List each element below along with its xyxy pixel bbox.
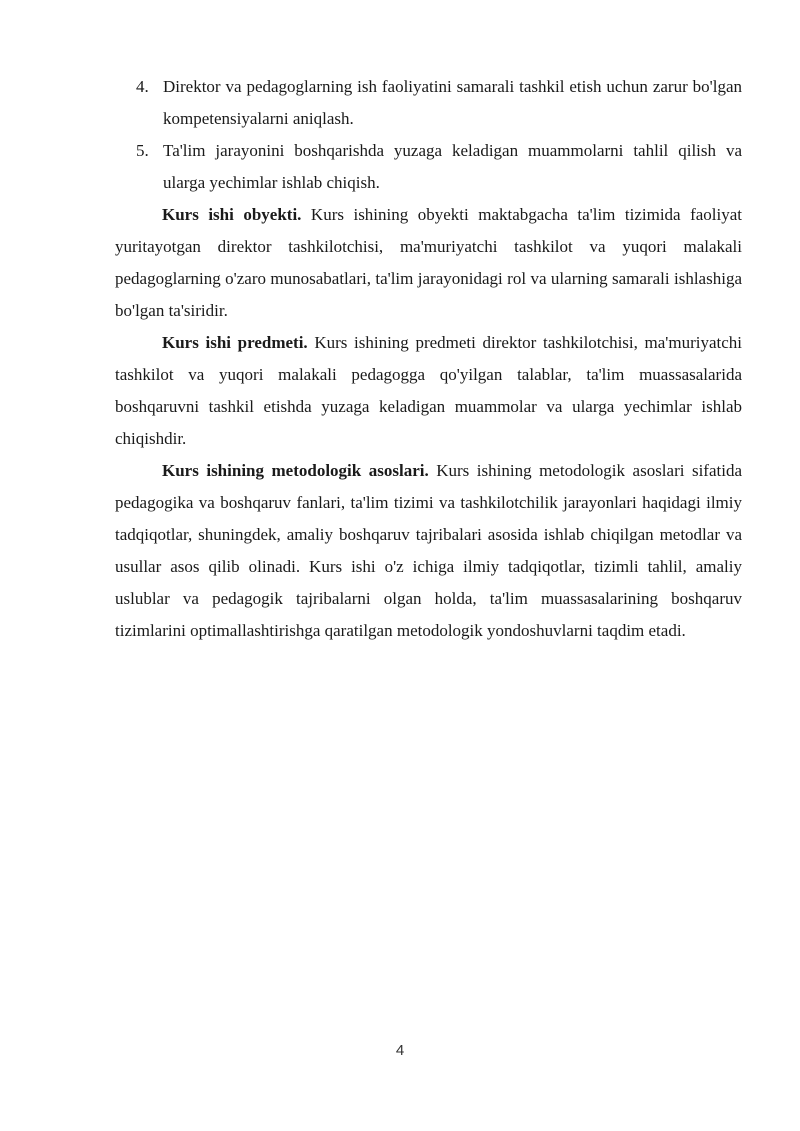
paragraph-subject — [115, 327, 742, 455]
list-item-text: Ta'lim jarayonini boshqarishda yuzaga keladigan muammolarni tahlil qilish va ularga yechimlar ishlab chiqish. — [163, 141, 742, 192]
document-page — [115, 71, 742, 647]
paragraph-object — [115, 199, 742, 327]
paragraph-heading: Kurs ishining metodologik asoslari. — [162, 461, 429, 480]
list-item-number: 5. — [136, 141, 149, 160]
paragraph-methodology — [115, 455, 742, 647]
paragraph-body: Kurs ishining metodologik asoslari sifatida pedagogika va boshqaruv fanlari, ta'lim tizimi va tashkilotchilik jarayonlari haqidagi ilmiy tadqiqotlar, shuningdek, amaliy boshqaruv tajribalari asosida ishlab chiqilgan metodlar va usullar asos qilib olinadi. Kurs ishi o'z ichiga ilmiy tadqiqotlar, tizimli tahlil, amaliy uslublar va pedagogik tajribalarni olgan holda, ta'lim muassasalarining boshqaruv tizimlarini optimallashtirishga qaratilgan metodologik yondoshuvlarni taqdim etadi. — [115, 461, 743, 640]
paragraph-body: Kurs ishining obyekti maktabgacha ta'lim tizimida faoliyat yuritayotgan direktor tashkilotchisi, ma'muriyatchi tashkilot va yuqori malakali pedagoglarning o'zaro munosabatlari, ta'lim jarayonidagi rol va ularning samarali ishlashiga bo'lgan ta'siridir. — [115, 205, 742, 320]
list-item-text: Direktor va pedagoglarning ish faoliyatini samarali tashkil etish uchun zarur bo'lgan kompetensiyalarni aniqlash. — [163, 77, 742, 128]
list-item — [115, 71, 742, 135]
list-item-number: 4. — [136, 77, 149, 96]
paragraph-heading: Kurs ishi obyekti. — [162, 205, 302, 224]
paragraph-heading: Kurs ishi predmeti. — [162, 333, 308, 352]
page-number: 4 — [395, 1042, 405, 1059]
list-item — [115, 135, 742, 199]
paragraph-body: Kurs ishining predmeti direktor tashkilotchisi, ma'muriyatchi tashkilot va yuqori malakali pedagogga qo'yilgan talablar, ta'lim muassasalarida boshqaruvni tashkil etishda yuzaga keladigan muammolar va ularga yechimlar ishlab chiqishdir. — [115, 333, 743, 448]
